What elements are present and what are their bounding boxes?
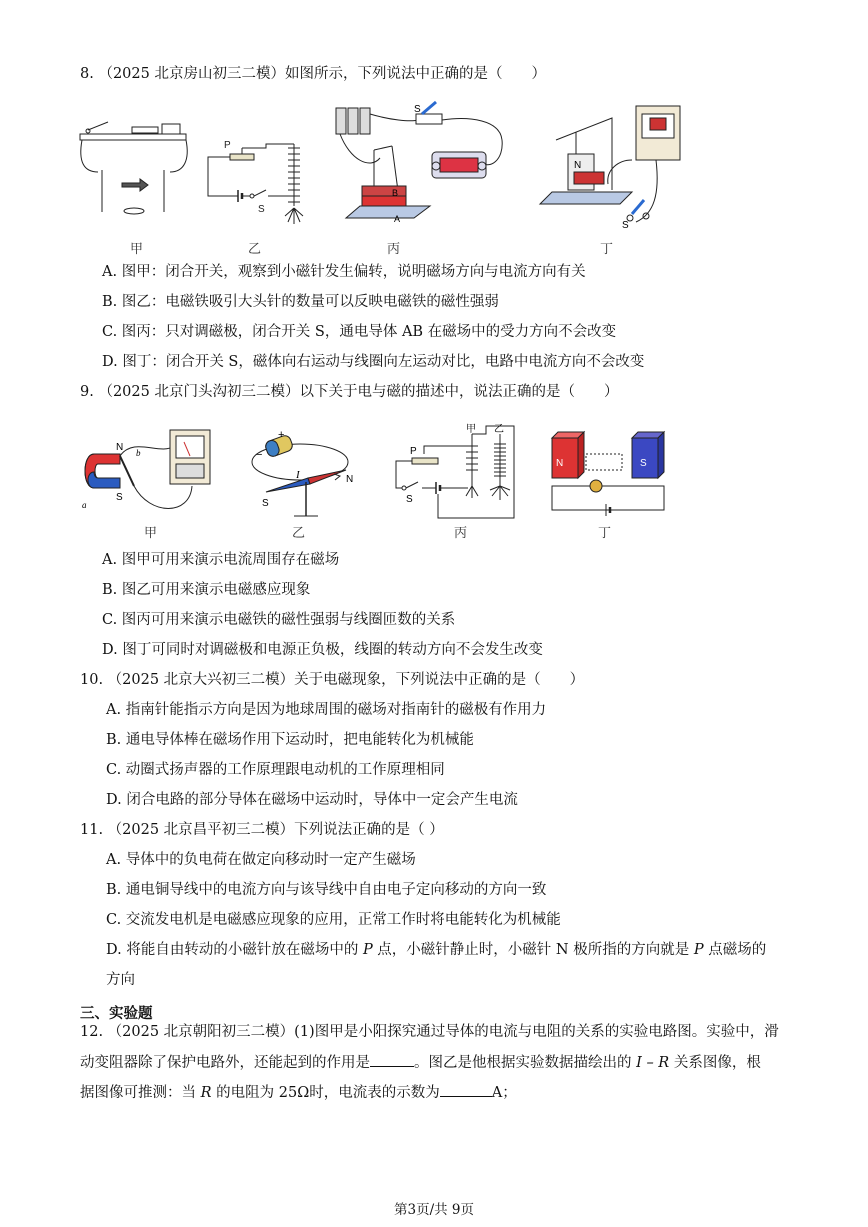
q11-option-d-p2: P	[693, 942, 704, 958]
q12-line2-b: 。图乙是他根据实验数据描绘出的	[414, 1055, 637, 1071]
q9-option-c: C. 图丙可用来演示电磁铁的磁性强弱与线圈匝数的关系	[102, 612, 456, 628]
q11-option-c: C. 交流发电机是电磁感应现象的应用，正常工作时将电能转化为机械能	[106, 912, 561, 928]
q9-option-d: D. 图丁可同时对调磁极和电源正负极，线圈的转动方向不会发生改变	[102, 642, 543, 658]
q9-yi-label-s: S	[262, 498, 269, 509]
page-footer: 第3页/共 9页	[393, 1202, 475, 1218]
q9-yi-label-plus: +	[278, 429, 285, 441]
q8-caption-yi: 乙	[248, 242, 262, 257]
q8-option-d: D. 图丁：闭合开关 S，磁体向右运动与线圈向左运动对比，电路中电流方向不会改变	[102, 354, 645, 370]
q9-figure-ding	[546, 424, 672, 518]
q11-option-d-p1: P	[362, 942, 373, 958]
q9-caption-jia: 甲	[144, 526, 158, 541]
q8-ding-label-n: N	[574, 160, 582, 171]
q8-yi-label-s: S	[258, 204, 265, 215]
q12-line2	[80, 1052, 761, 1073]
q11-option-d-part3: 点磁场的	[703, 942, 767, 958]
q9-yi-label-i: I	[296, 469, 300, 481]
q8-caption-bing: 丙	[387, 242, 401, 257]
q9-bing-label-s: S	[406, 494, 413, 505]
q12-line3-c: 的电阻为 25Ω时，电流表的示数为	[211, 1085, 440, 1101]
q12-line3	[80, 1082, 517, 1103]
q9-jia-label-b: b	[136, 448, 141, 458]
q8-option-a: A. 图甲：闭合开关，观察到小磁针发生偏转，说明磁场方向与电流方向有关	[102, 264, 586, 280]
q9-figure-jia	[80, 426, 214, 522]
q9-caption-yi: 乙	[292, 526, 306, 541]
q8-figure-yi	[202, 134, 310, 226]
q8-caption-ding: 丁	[600, 242, 614, 257]
q9-jia-label-s: S	[116, 492, 123, 503]
q11-option-d-part2: 点，小磁针静止时，小磁针 N 极所指的方向就是	[372, 942, 694, 958]
q9-jia-label-a: a	[82, 500, 87, 510]
q9-yi-label-minus: −	[256, 449, 263, 461]
q9-figure-yi	[248, 426, 360, 522]
q9-bing-label-p: P	[410, 446, 417, 457]
q8-ding-label-s: S	[622, 220, 629, 231]
q12-blank-2[interactable]	[440, 1082, 492, 1097]
q8-yi-label-p: P	[224, 140, 231, 151]
q8-figure-jia	[78, 112, 190, 224]
q9-figure-bing	[392, 420, 526, 520]
q8-stem: 8. （2025 北京房山初三二模）如图所示，下列说法中正确的是（ ）	[80, 66, 546, 82]
q9-ding-label-s: S	[640, 458, 647, 469]
q9-bing-label-jia: 甲	[466, 424, 476, 435]
q9-yi-label-n: N	[346, 474, 354, 485]
q11-option-d-cont: 方向	[106, 972, 135, 988]
q10-option-a: A. 指南针能指示方向是因为地球周围的磁场对指南针的磁极有作用力	[106, 702, 547, 718]
q10-stem: 10. （2025 北京大兴初三二模）关于电磁现象，下列说法中正确的是（ ）	[80, 672, 585, 688]
q9-caption-ding: 丁	[598, 526, 612, 541]
q11-option-d	[106, 940, 766, 960]
q10-option-c: C. 动圈式扬声器的工作原理跟电动机的工作原理相同	[106, 762, 445, 778]
q9-bing-label-yi: 乙	[494, 424, 504, 435]
q8-figure-bing	[330, 100, 514, 234]
q11-option-a: A. 导体中的负电荷在做定向移动时一定产生磁场	[106, 852, 416, 868]
q9-caption-bing: 丙	[454, 526, 468, 541]
q8-option-c: C. 图丙：只对调磁极，闭合开关 S，通电导体 AB 在磁场中的受力方向不会改变	[102, 324, 617, 340]
q12-line1: 12. （2025 北京朝阳初三二模）(1)图甲是小阳探究通过导体的电流与电阻的关系的实验电路图。实验中，滑	[80, 1024, 779, 1040]
q10-option-b: B. 通电导体棒在磁场作用下运动时，把电能转化为机械能	[106, 732, 474, 748]
q12-line2-ir: I – R	[636, 1055, 670, 1071]
q9-option-a: A. 图甲可用来演示电流周围存在磁场	[102, 552, 340, 568]
q9-ding-label-n: N	[556, 458, 564, 469]
q12-line3-a: 据图像可推测：当	[80, 1085, 201, 1101]
q12-line2-d: 关系图像，根	[669, 1055, 761, 1071]
q8-bing-label-b: B	[392, 188, 399, 198]
q11-stem: 11. （2025 北京昌平初三二模）下列说法正确的是（ ）	[80, 822, 444, 838]
q8-figure-ding	[536, 104, 688, 234]
q11-option-d-part1: D. 将能自由转动的小磁针放在磁场中的	[106, 942, 363, 958]
q9-option-b: B. 图乙可用来演示电磁感应现象	[102, 582, 311, 598]
q8-caption-jia: 甲	[130, 242, 144, 257]
q12-line3-r: R	[200, 1085, 212, 1101]
q8-bing-label-s: S	[414, 104, 421, 115]
q10-option-d: D. 闭合电路的部分导体在磁场中运动时，导体中一定会产生电流	[106, 792, 518, 808]
q12-blank-1[interactable]	[370, 1052, 414, 1067]
q8-bing-label-a: A	[394, 214, 401, 224]
q9-jia-label-n: N	[116, 442, 124, 453]
q9-stem: 9. （2025 北京门头沟初三二模）以下关于电与磁的描述中，说法正确的是（ ）	[80, 384, 619, 400]
q8-option-b: B. 图乙：电磁铁吸引大头针的数量可以反映电磁铁的磁性强弱	[102, 294, 499, 310]
q12-line3-d: A；	[491, 1085, 517, 1101]
q11-option-b: B. 通电铜导线中的电流方向与该导线中自由电子定向移动的方向一致	[106, 882, 547, 898]
section-heading: 三、实验题	[80, 1005, 153, 1022]
q12-line2-a: 动变阻器除了保护电路外，还能起到的作用是	[80, 1055, 370, 1071]
